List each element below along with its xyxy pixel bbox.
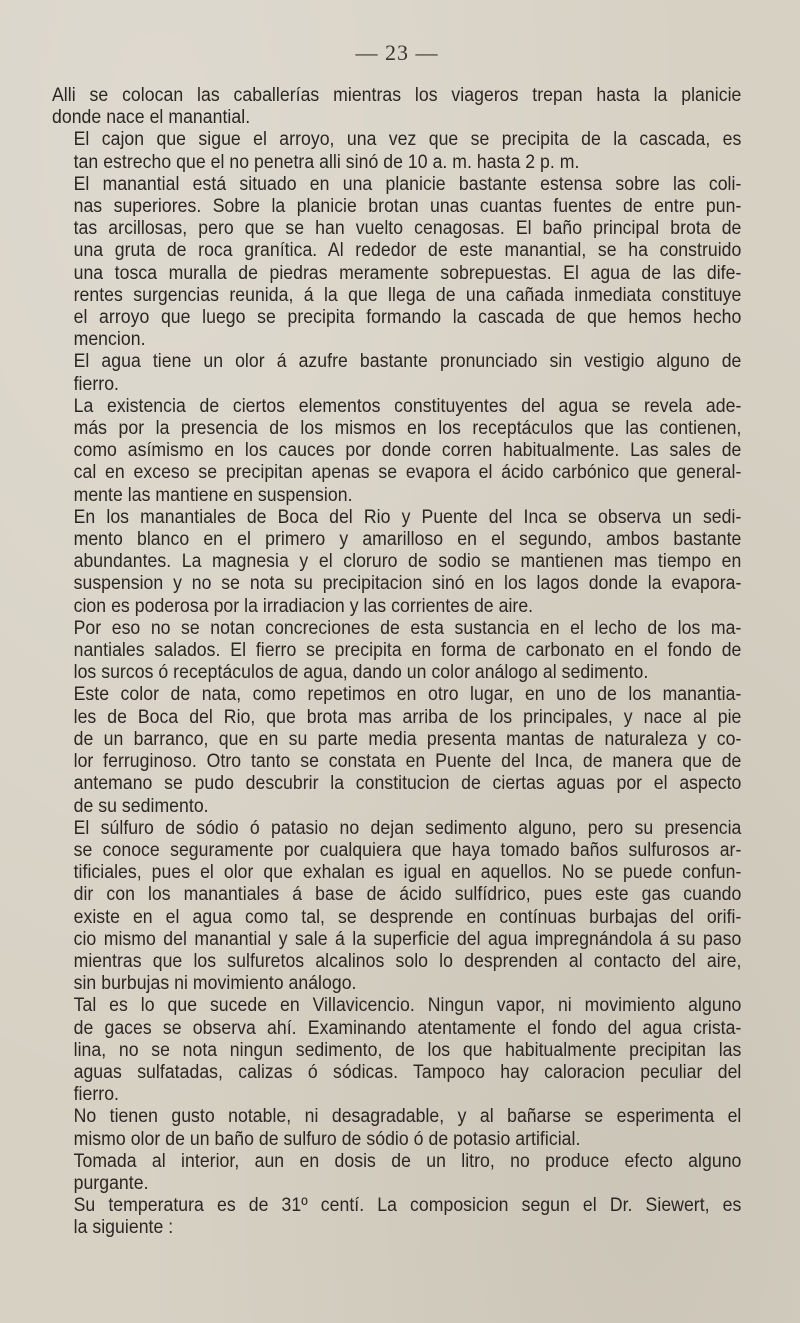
- text-line: de gaces se observa ahí. Examinando atentamente el fondo del agua crista-: [73, 1016, 742, 1039]
- text-line: mismo olor de un baño de sulfuro de sódio ó de potasio artificial.: [73, 1127, 581, 1150]
- paragraph: [52, 84, 741, 128]
- text-line: de su sedimento.: [73, 794, 209, 817]
- text-line: mente las mantiene en suspension.: [73, 483, 353, 506]
- text-line: cio mismo del manantial y sale á la superficie del agua impregnándola á su paso: [73, 927, 742, 950]
- paragraph: [52, 683, 741, 816]
- paragraph: [52, 1105, 741, 1149]
- text-line: Tomada al interior, aun en dosis de un litro, no produce efecto alguno: [73, 1149, 742, 1172]
- text-line: mencion.: [73, 328, 146, 351]
- paragraph: [52, 817, 741, 995]
- text-line: una tosca muralla de piedras meramente sobrepuestas. El agua de las dife-: [73, 261, 742, 284]
- paragraph: [52, 350, 741, 394]
- text-line: Este color de nata, como repetimos en otro lugar, en uno de los manantia-: [73, 683, 742, 706]
- text-line: suspension y no se nota su precipitacion sinó en los lagos donde la evapora-: [73, 572, 742, 595]
- text-line: cion es poderosa por la irradiacion y las corrientes de aire.: [73, 594, 534, 617]
- paragraph: [52, 1194, 741, 1238]
- text-line: La existencia de ciertos elementos constituyentes del agua se revela ade-: [73, 394, 742, 417]
- paragraph: [52, 994, 741, 1105]
- text-line: una gruta de roca granítica. Al rededor de este manantial, se ha construido: [73, 239, 742, 262]
- text-line: Alli se colocan las caballerías mientras los viageros trepan hasta la planicie: [52, 84, 742, 106]
- text-line: los surcos ó receptáculos de agua, dando un color análogo al sedimento.: [73, 661, 649, 684]
- text-line: El agua tiene un olor á azufre bastante pronunciado sin vestigio alguno de: [73, 350, 742, 373]
- text-line: El cajon que sigue el arroyo, una vez que se precipita de la cascada, es: [73, 128, 742, 151]
- text-line: tificiales, pues el olor que exhalan es igual en aquellos. No se puede confun-: [73, 861, 742, 884]
- text-line: donde nace el manantial.: [52, 106, 251, 129]
- paragraph: [52, 617, 741, 684]
- paragraph: [52, 506, 741, 617]
- text-line: nas superiores. Sobre la planicie brotan unas cuantas fuentes de entre pun-: [73, 195, 742, 218]
- text-line: lina, no se nota ningun sedimento, de los que habitualmente precipitan las: [73, 1038, 742, 1061]
- text-line: tan estrecho que el no penetra alli sinó de 10 a. m. hasta 2 p. m.: [73, 150, 580, 173]
- text-line: El súlfuro de sódio ó patasio no dejan sedimento alguno, pero su presencia: [73, 816, 742, 839]
- paragraph: [52, 395, 741, 506]
- text-line: como asímismo en los cauces por donde corren habitualmente. Las sales de: [73, 439, 742, 462]
- text-line: les de Boca del Rio, que brota mas arriba de los principales, y nace al pie: [73, 705, 742, 728]
- text-line: Tal es lo que sucede en Villavicencio. Ningun vapor, ni movimiento alguno: [73, 994, 742, 1017]
- text-line: sin burbujas ni movimiento análogo.: [73, 972, 357, 995]
- text-line: El manantial está situado en una planicie bastante estensa sobre las coli-: [73, 172, 742, 195]
- body-text: [52, 84, 741, 1239]
- paragraph: [52, 173, 741, 351]
- text-line: Su temperatura es de 31º centí. La composicion segun el Dr. Siewert, es: [73, 1194, 742, 1217]
- paragraph: [52, 128, 741, 172]
- text-line: rentes surgencias reunida, á la que llega de una cañada inmediata constituye: [73, 283, 742, 306]
- text-line: aguas sulfatadas, calizas ó sódicas. Tampoco hay caloracion peculiar del: [73, 1060, 742, 1083]
- text-line: de un barranco, que en su parte media presenta mantas de naturaleza y co-: [73, 727, 742, 750]
- text-line: lor ferruginoso. Otro tanto se constata en Puente del Inca, de manera que de: [73, 750, 742, 773]
- text-line: la siguiente :: [73, 1216, 174, 1239]
- text-line: purgante.: [73, 1171, 149, 1194]
- text-line: mientras que los sulfuretos alcalinos solo lo desprenden al contacto del aire,: [73, 949, 742, 972]
- text-line: mento blanco en el primero y amarilloso en el segundo, ambos bastante: [73, 528, 742, 551]
- text-line: más por la presencia de los mismos en los receptáculos que las contienen,: [73, 417, 742, 440]
- paragraph: [52, 1150, 741, 1194]
- text-line: existe en el agua como tal, se desprende en contínuas burbajas del orifi-: [73, 905, 742, 928]
- book-page: [52, 40, 742, 1300]
- text-line: fierro.: [73, 1083, 119, 1106]
- text-line: fierro.: [73, 372, 119, 395]
- text-line: dir con los manantiales á base de ácido sulfídrico, pues este gas cuando: [73, 883, 742, 906]
- text-line: el arroyo que luego se precipita formando la cascada de que hemos hecho: [73, 306, 742, 329]
- text-line: cal en exceso se precipitan apenas se evapora el ácido carbónico que general-: [73, 461, 742, 484]
- text-line: antemano se pudo descubrir la constitucion de ciertas aguas por el aspecto: [73, 772, 742, 795]
- page-number: — 23 —: [355, 40, 439, 65]
- text-line: abundantes. La magnesia y el cloruro de sodio se mantienen mas tiempo en: [73, 550, 742, 573]
- text-line: Por eso no se notan concreciones de esta sustancia en el lecho de los ma-: [73, 616, 742, 639]
- text-line: se conoce seguramente por cualquiera que haya tomado baños sulfurosos ar-: [73, 838, 742, 861]
- text-line: No tienen gusto notable, ni desagradable, y al bañarse se esperimenta el: [73, 1105, 742, 1128]
- text-line: En los manantiales de Boca del Rio y Puente del Inca se observa un sedi-: [73, 505, 742, 528]
- text-line: nantiales salados. El fierro se precipita en forma de carbonato en el fondo de: [73, 639, 742, 662]
- text-line: tas arcillosas, pero que se han vuelto cenagosas. El baño principal brota de: [73, 217, 742, 240]
